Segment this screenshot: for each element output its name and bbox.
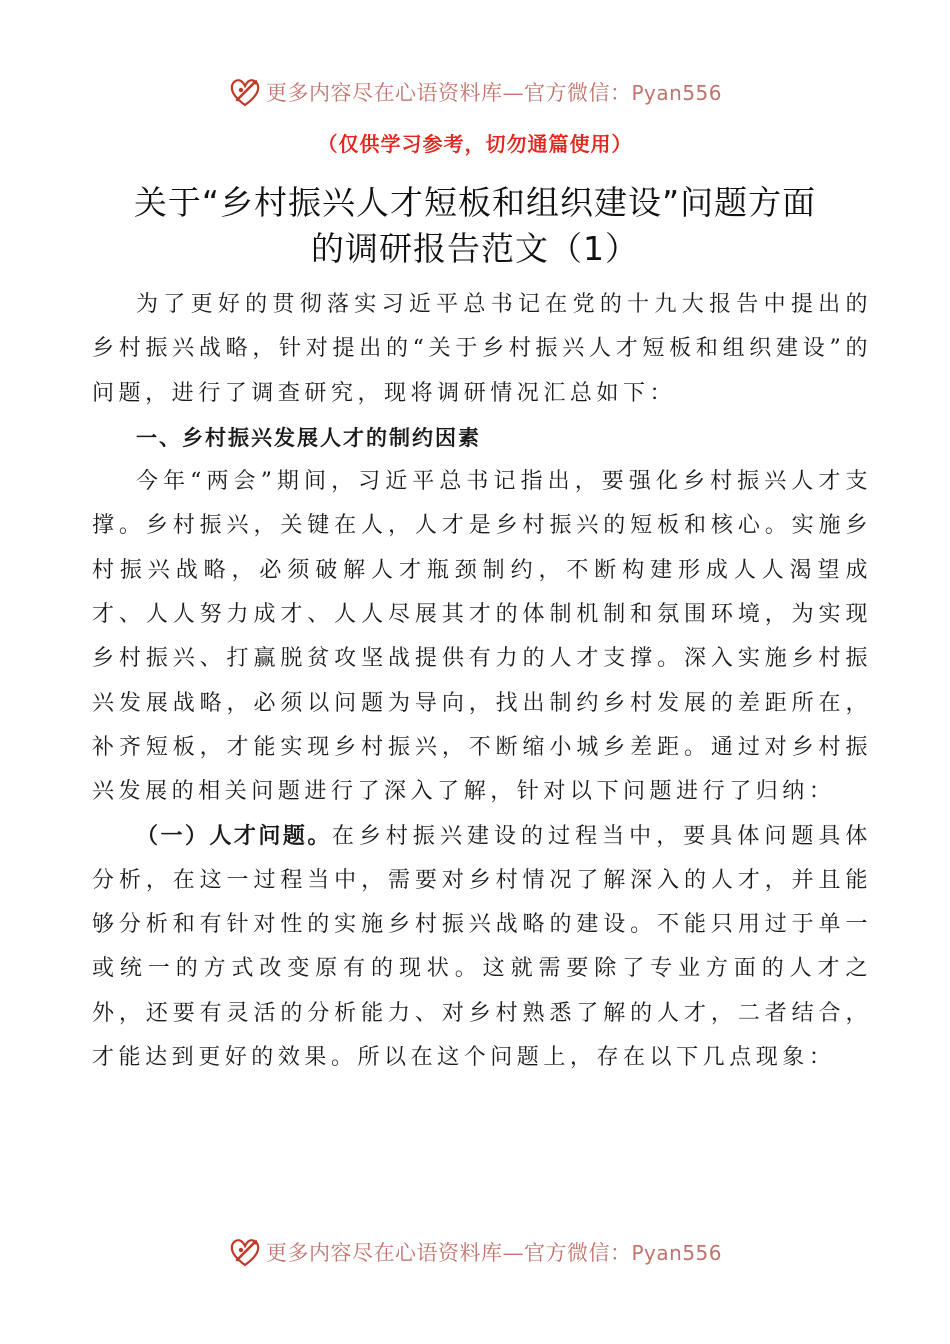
title-line-2: 的调研报告范文（1） (311, 229, 639, 268)
title-line-1: 关于“乡村振兴人才短板和组织建设”问题方面 (133, 183, 817, 222)
document-title (60, 180, 890, 272)
heart-pen-logo-icon (228, 1235, 262, 1269)
header-wechat-id: Pyan556 (631, 81, 722, 105)
section-paragraph: 今年“两会”期间，习近平总书记指出，要强化乡村振兴人才支撑。乡村振兴，关键在人，人才是乡村振兴的短板和核心。实施乡村振兴战略，必须破解人才瓶颈制约，不断构建形成人人渴望成才、人人努力成才、人人尽展其才的体制机制和氛围环境，为实现乡村振兴、打赢脱贫攻坚战提供有力的人才支撑。深入实施乡村振兴发展战略，必须以问题为导向，找出制约乡村发展的差距所在，补齐短板，才能实现乡村振兴，不断缩小城乡差距。通过对乡村振兴发展的相关问题进行了深入了解，针对以下问题进行了归纳： (92, 469, 872, 805)
subsection-paragraph (92, 815, 872, 1081)
header-watermark-banner (0, 72, 950, 112)
subsection-text: 在乡村振兴建设的过程当中，要具体问题具体分析，在这一过程当中，需要对乡村情况了解深入的人才，并且能够分析和有针对性的实施乡村振兴战略的建设。不能只用过于单一或统一的方式改变原有的现状。这就需要除了专业方面的人才之外，还要有灵活的分析能力、对乡村熟悉了解的人才，二者结合，才能达到更好的效果。所以在这个问题上，存在以下几点现象： (92, 823, 872, 1071)
subsection-lead: （一）人才问题。 (136, 823, 332, 849)
usage-notice: （仅供学习参考，切勿通篇使用） (317, 132, 633, 156)
footer-wechat-id: Pyan556 (631, 1241, 722, 1265)
section-heading: 一、乡村振兴发展人才的制约因素 (136, 425, 481, 450)
heart-pen-logo-icon (228, 75, 262, 109)
document-body (92, 283, 872, 1080)
footer-watermark-banner (0, 1232, 950, 1272)
intro-paragraph: 为了更好的贯彻落实习近平总书记在党的十九大报告中提出的乡村振兴战略，针对提出的“关于乡村振兴人才短板和组织建设”的问题，进行了调查研究，现将调研情况汇总如下： (92, 292, 872, 406)
footer-banner-text: 更多内容尽在心语资料库—官方微信： (265, 1241, 632, 1265)
header-banner-text: 更多内容尽在心语资料库—官方微信： (265, 81, 632, 105)
